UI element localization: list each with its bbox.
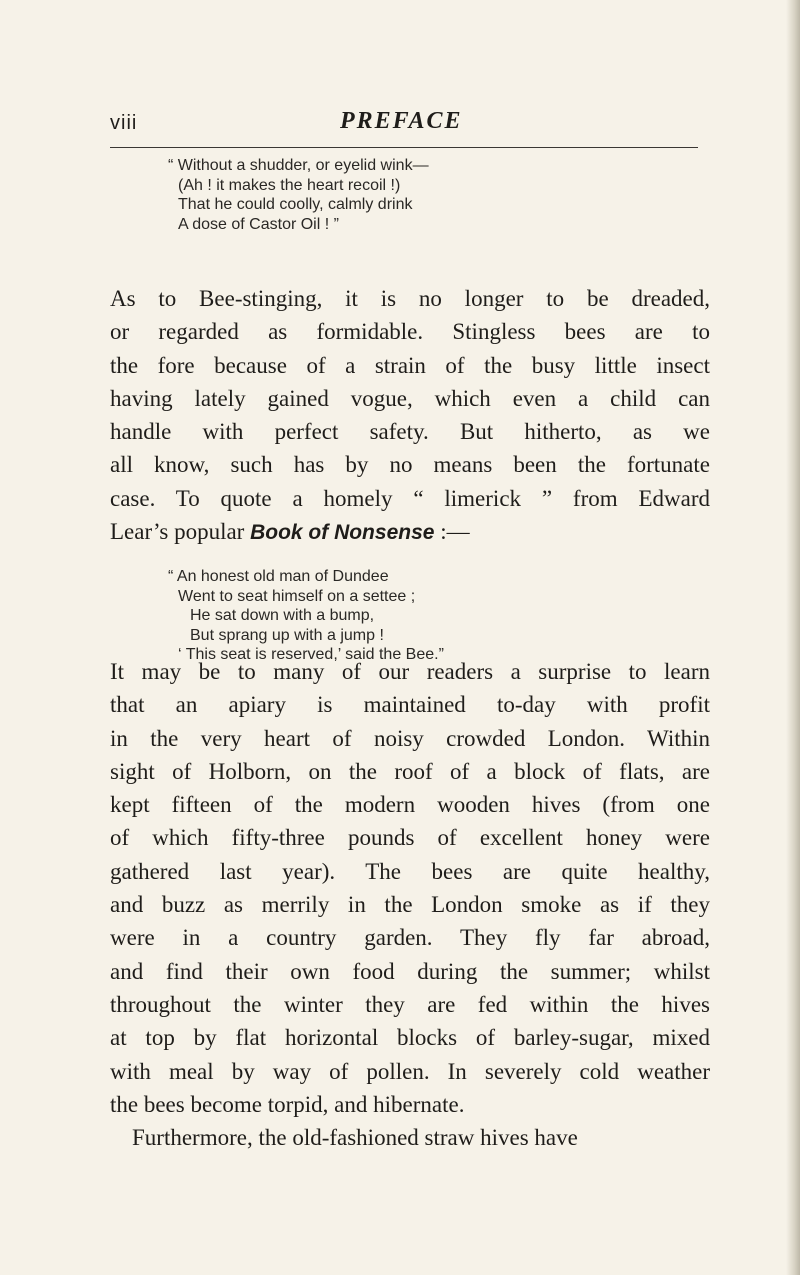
text-line: with meal by way of pollen. In severely cold weather bbox=[110, 1058, 710, 1084]
verse-line: ‘ This seat is reserved,’ said the Bee.” bbox=[178, 646, 444, 663]
text-line: sight of Holborn, on the roof of a block of flats, are bbox=[110, 758, 710, 784]
text-line: and find their own food during the summer; whilst bbox=[110, 958, 710, 984]
text-line: gathered last year). The bees are quite healthy, bbox=[110, 858, 710, 884]
text-line: and buzz as merrily in the London smoke as if they bbox=[110, 892, 710, 918]
verse-line: “ Without a shudder, or eyelid wink— bbox=[168, 157, 429, 174]
page-header bbox=[110, 102, 710, 138]
text-line: all know, such has by no means been the fortunate bbox=[110, 452, 710, 478]
verse-castor-oil bbox=[168, 156, 429, 234]
page-edge bbox=[786, 0, 800, 1275]
text-line: handle with perfect safety. But hitherto, as we bbox=[110, 419, 710, 445]
header-rule bbox=[110, 147, 698, 148]
text-line: the fore because of a strain of the busy little insect bbox=[110, 352, 710, 378]
text-line: at top by flat horizontal blocks of barley-sugar, mixed bbox=[110, 1025, 710, 1051]
text-line: As to Bee-stinging, it is no longer to be dreaded, bbox=[110, 286, 710, 311]
running-title: PREFACE bbox=[340, 108, 463, 134]
verse-line: A dose of Castor Oil ! ” bbox=[178, 215, 339, 233]
text-line: in the very heart of noisy crowded London. Within bbox=[110, 725, 710, 751]
text-line: having lately gained vogue, which even a child can bbox=[110, 385, 710, 411]
text-line: or regarded as formidable. Stingless bees are to bbox=[110, 319, 710, 345]
text-line: case. To quote a homely “ limerick ” from Edward bbox=[110, 485, 710, 511]
text-line: that an apiary is maintained to-day with profit bbox=[110, 692, 710, 718]
verse-line: He sat down with a bump, bbox=[190, 607, 375, 624]
verse-line: “ An honest old man of Dundee bbox=[168, 568, 389, 585]
page-number: viii bbox=[110, 112, 138, 134]
paragraph-bee-stinging bbox=[110, 282, 710, 549]
text-fragment: :— bbox=[434, 519, 470, 545]
text-line: throughout the winter they are fed within the hives bbox=[110, 991, 710, 1017]
text-line: the bees become torpid, and hibernate. bbox=[110, 1091, 465, 1117]
verse-line: (Ah ! it makes the heart recoil !) bbox=[178, 176, 401, 194]
verse-line: Went to seat himself on a settee ; bbox=[178, 587, 416, 605]
text-line: kept fifteen of the modern wooden hives (from one bbox=[110, 792, 710, 818]
verse-line: That he could coolly, calmly drink bbox=[178, 196, 413, 213]
text-line: of which fifty-three pounds of excellent honey were bbox=[110, 825, 710, 851]
text-line: Furthermore, the old-fashioned straw hives have bbox=[132, 1125, 578, 1151]
verse-line: But sprang up with a jump ! bbox=[190, 626, 384, 644]
paragraph-london-apiary bbox=[110, 655, 710, 1154]
book-title: Book of Nonsense bbox=[250, 521, 435, 545]
text-line: were in a country garden. They fly far abroad, bbox=[110, 925, 710, 951]
text-line: It may be to many of our readers a surprise to learn bbox=[110, 659, 710, 684]
text-line bbox=[110, 515, 710, 549]
verse-limerick bbox=[168, 567, 444, 665]
text-fragment: Lear’s popular bbox=[110, 519, 251, 545]
